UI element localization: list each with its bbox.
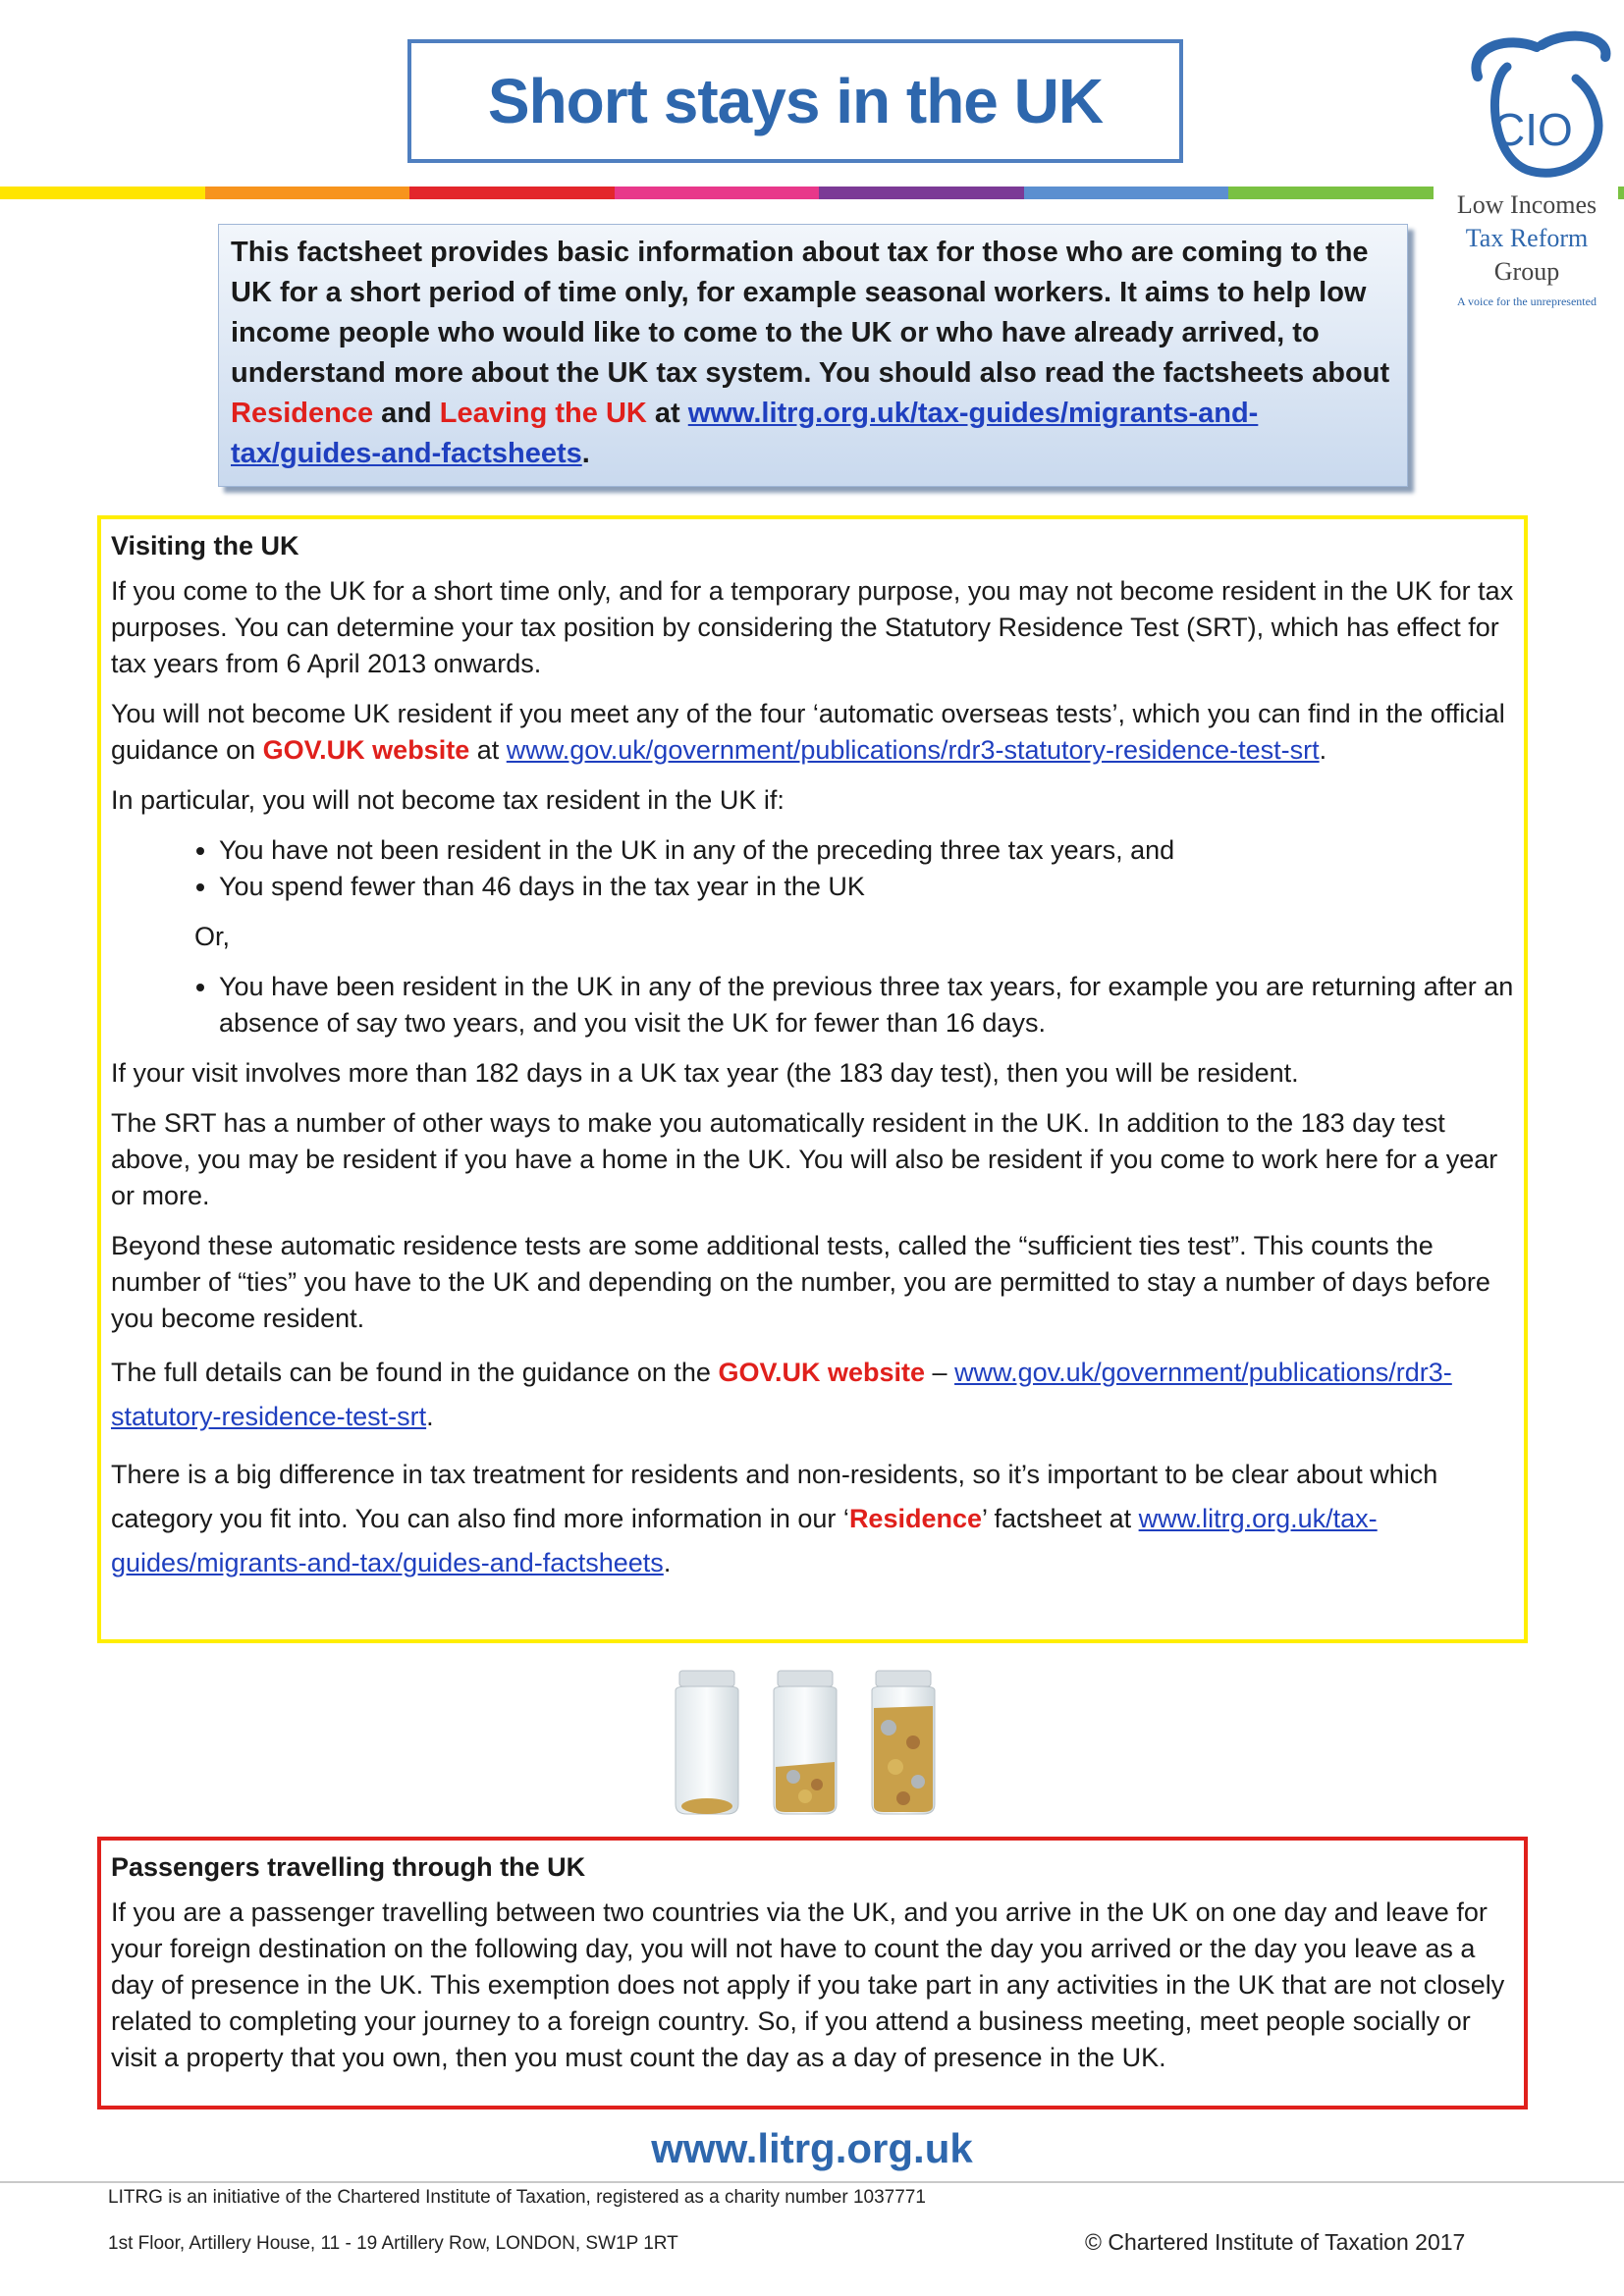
p8-text-a: There is a big difference in tax treatment for residents and non-residents, so it’s important to be clear about which category you fit into. You can also find more information in our ‘: [111, 1460, 1438, 1533]
logo-name: [1434, 188, 1620, 289]
p2-end: .: [1319, 735, 1327, 765]
intro-at: at: [646, 398, 688, 429]
intro-residence: Residence: [231, 398, 374, 429]
visiting-p5: The SRT has a number of other ways to make you automatically resident in the UK. In addition to the 183 day test above, you may be resident if you have a home in the UK. You will also be resident if you come to work here for a year or more.: [111, 1108, 1498, 1210]
footer-charity: LITRG is an initiative of the Chartered Institute of Taxation, registered as a charity number 1037771: [108, 2187, 926, 2208]
visiting-section: [97, 515, 1528, 1643]
footer-divider: [0, 2181, 1624, 2183]
visiting-p6: Beyond these automatic residence tests are some additional tests, called the “sufficient ties test”. This counts the number of “ties” you have to the UK and depending on the number, you are permitted to stay a number of days before you become resident.: [111, 1231, 1490, 1333]
p8-residence: Residence: [848, 1504, 983, 1533]
intro-box: [218, 224, 1408, 487]
p2-gov-uk: GOV.UK website: [262, 735, 470, 765]
strip-purple: [819, 187, 1024, 199]
title-box: [407, 39, 1183, 163]
bullet-list-1: [111, 832, 1514, 905]
strip-red: [409, 187, 615, 199]
p2-text-b: at: [469, 735, 507, 765]
passengers-heading: Passengers travelling through the UK: [111, 1852, 586, 1882]
p7-link[interactable]: www.gov.uk/government/publications/rdr3-statutory-residence-test-srt: [111, 1358, 1452, 1431]
bullet-3: • You have been resident in the UK in any of the previous three tax years, for example you are returning after an absence of say two years, and you visit the UK for fewer than 16 days.: [219, 969, 1514, 1041]
p8-text-b: ’ factsheet at: [982, 1504, 1139, 1533]
p8-link[interactable]: www.litrg.org.uk/tax-guides/migrants-and-tax/guides-and-factsheets: [111, 1504, 1378, 1577]
logo-tagline: A voice for the unrepresented: [1457, 294, 1597, 308]
p7-text-a: The full details can be found in the guidance on the: [111, 1358, 719, 1387]
strip-pink: [615, 187, 820, 199]
intro-end: .: [581, 438, 590, 469]
page-title: Short stays in the UK: [487, 66, 1104, 136]
intro-link[interactable]: www.litrg.org.uk/tax-guides/migrants-and-tax/guides-and-factsheets: [231, 398, 1259, 469]
strip-yellow: [0, 187, 205, 199]
visiting-p2: [111, 696, 1514, 769]
visiting-p8: [111, 1453, 1514, 1585]
visiting-heading: Visiting the UK: [111, 531, 299, 561]
coin-jars-image: [668, 1669, 962, 1821]
p7-end: .: [426, 1402, 434, 1431]
logo-initials: CIO: [1492, 104, 1573, 155]
website-link[interactable]: www.litrg.org.uk: [651, 2125, 973, 2171]
bullet-1: • You have not been resident in the UK in any of the preceding three tax years, and: [219, 832, 1514, 869]
p7-text-b: –: [925, 1358, 955, 1387]
p2-text-a: You will not become UK resident if you meet any of the four ‘automatic overseas tests’, which you can find in the official guidance on: [111, 699, 1505, 765]
or-text: Or,: [194, 922, 231, 951]
visiting-p1: If you come to the UK for a short time only, and for a temporary purpose, you may not become resident in the UK for tax purposes. You can determine your tax position by considering the Statutory Residence Test (SRT), which has effect for tax years from 6 April 2013 onwards.: [111, 576, 1514, 678]
strip-orange: [205, 187, 410, 199]
logo-name-line3: Group: [1493, 257, 1560, 286]
intro-text: This factsheet provides basic information about tax for those who are coming to the UK for a short period of time only, for example seasonal workers. It aims to help low income people who would like to come to the UK or who have already arrived, to understand more about the UK tax system. You should also read the factsheets about: [231, 237, 1390, 389]
visiting-p7: [111, 1351, 1514, 1439]
passengers-section: [97, 1837, 1528, 2109]
footer-copyright: © Chartered Institute of Taxation 2017: [1085, 2229, 1466, 2255]
visiting-p4: If your visit involves more than 182 days in a UK tax year (the 183 day test), then you will be resident.: [111, 1058, 1299, 1088]
logo-name-line2: Tax Reform: [1465, 224, 1589, 252]
intro-and: and: [373, 398, 440, 429]
bullet-2: • You spend fewer than 46 days in the tax year in the UK: [219, 869, 1514, 905]
p2-link[interactable]: www.gov.uk/government/publications/rdr3-statutory-residence-test-srt: [506, 735, 1320, 765]
bullet-list-2: [111, 969, 1514, 1041]
p7-gov-uk: GOV.UK website: [718, 1358, 926, 1387]
footer-address: 1st Floor, Artillery House, 11 - 19 Artillery Row, LONDON, SW1P 1RT: [108, 2233, 678, 2254]
strip-blue: [1024, 187, 1229, 199]
p8-end: .: [663, 1548, 672, 1577]
strip-green: [1228, 187, 1434, 199]
intro-leaving: Leaving the UK: [439, 398, 647, 429]
passengers-p1: If you are a passenger travelling between two countries via the UK, and you arrive in the UK on one day and leave for your foreign destination on the following day, you will not have to count the day you arrived or the day you leave as a day of presence in the UK. This exemption does not apply if you take part in any activities in the UK that are not closely related to completing your journey to a foreign country. So, if you attend a business meeting, meet people socially or visit a property that you own, then you must count the day as a day of presence in the UK.: [111, 1897, 1505, 2072]
logo-name-line1: Low Incomes: [1456, 190, 1597, 219]
color-strip: [0, 187, 1434, 199]
visiting-p3: In particular, you will not become tax resident in the UK if:: [111, 785, 785, 815]
